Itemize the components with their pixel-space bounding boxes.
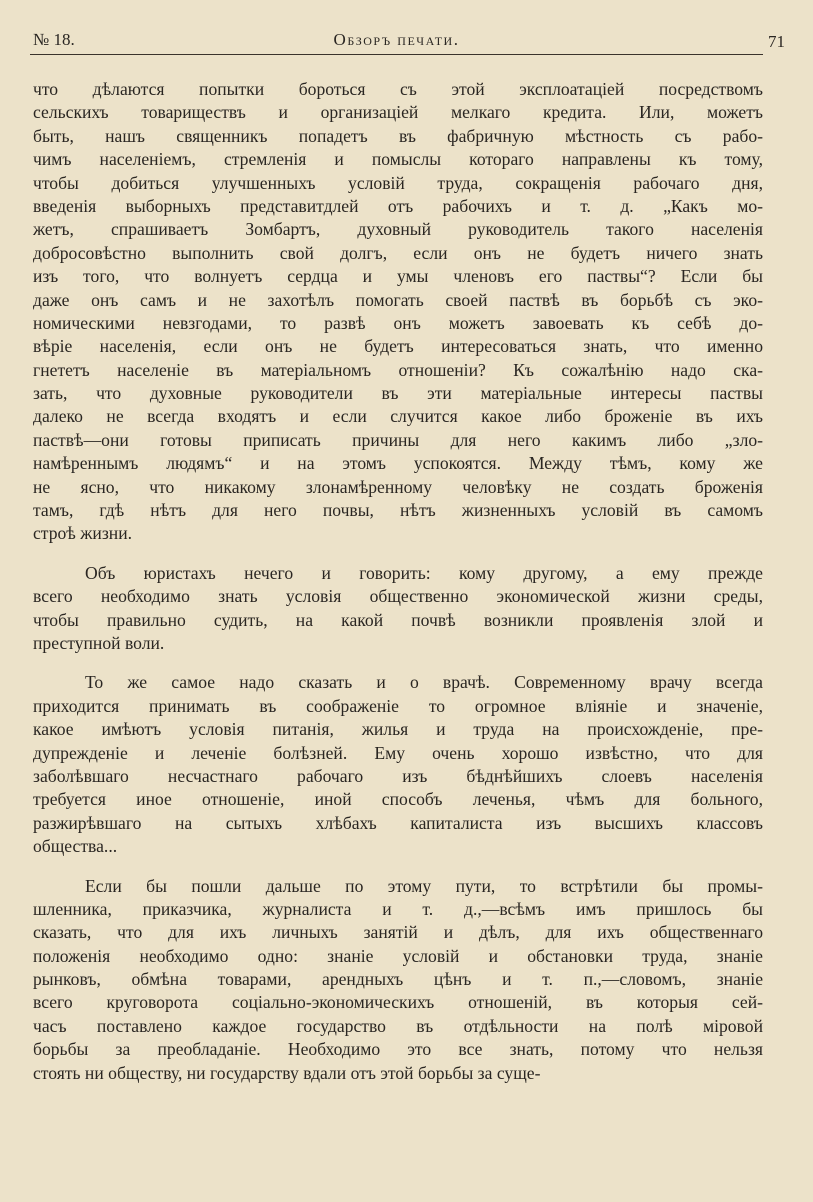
text-line: введенія выборныхъ представитдлей отъ рабочихъ и т. д. „Какъ мо- (33, 195, 763, 216)
text-line: преступной воли. (33, 632, 165, 653)
text-line: добросовѣстно выполнить свой долгъ, если онъ не будетъ ничего знать (33, 242, 763, 263)
text-line: Если бы пошли дальше по этому пути, то встрѣтили бы промы- (85, 875, 763, 896)
text-line: общества... (33, 836, 118, 857)
text-line: чтобы добиться улучшенныхъ условій труда, сокращенія рабочаго дня, (33, 172, 763, 193)
text-line: тамъ, гдѣ нѣтъ для него почвы, нѣтъ жизненныхъ условій въ самомъ (33, 500, 763, 521)
text-line: не ясно, что никакому злонамѣренному человѣку не создать броженія (33, 476, 763, 497)
text-line: рынковъ, обмѣна товарами, арендныхъ цѣнъ и т. п.,—словомъ, знаніе (33, 969, 763, 990)
body-text (33, 78, 763, 1101)
text-line: Объ юристахъ нечего и говорить: кому другому, а ему прежде (85, 562, 763, 583)
text-line: строѣ жизни. (33, 523, 133, 544)
text-line: стоять ни обществу, ни государству вдали отъ этой борьбы за суще- (33, 1062, 541, 1083)
text-line: борьбы за преобладаніе. Необходимо это все знать, потому что нельзя (33, 1039, 763, 1060)
text-line: даже онъ самъ и не захотѣлъ помогать своей паствѣ въ борьбѣ съ эко- (33, 289, 763, 310)
text-line: всего необходимо знать условія общественно экономической жизни среды, (33, 586, 763, 607)
paragraph (33, 875, 763, 1086)
paragraph (33, 78, 763, 546)
text-line: заболѣвшаго несчастнаго рабочаго изъ бѣднѣйшихъ слоевъ населенія (33, 765, 763, 786)
text-line: приходится принимать въ соображеніе то огромное вліяніе и значеніе, (33, 695, 763, 716)
running-header (30, 30, 785, 55)
paragraph (33, 562, 763, 656)
text-line: дупрежденіе и леченіе болѣзней. Ему очень хорошо извѣстно, что для (33, 742, 763, 763)
text-line: далеко не всегда входятъ и если случится какое либо броженіе въ ихъ (33, 406, 763, 427)
paragraph (33, 671, 763, 858)
text-line: чимъ населеніемъ, стремленія и помыслы котораго направлены къ тому, (33, 149, 763, 170)
text-line: часъ поставлено каждое государство въ отдѣльности на полѣ міровой (33, 1015, 763, 1036)
text-line: шленника, приказчика, журналиста и т. д.,—всѣмъ имъ пришлось бы (33, 898, 763, 919)
page-number: 71 (768, 32, 785, 51)
text-line: паствѣ—они готовы приписать причины для него какимъ либо „зло- (33, 429, 763, 450)
issue-number: № 18. (33, 30, 75, 49)
text-line: что дѣлаются попытки бороться съ этой эксплоатаціей посредствомъ (33, 79, 763, 99)
text-line: сказать, что для ихъ личныхъ занятій и дѣлъ, для ихъ общественнаго (33, 922, 763, 943)
text-line: всего круговорота соціально-экономическихъ отношеній, въ которыя сей- (33, 992, 763, 1013)
text-line: положенія необходимо одно: знаніе условій и обстановки труда, знаніе (33, 945, 763, 966)
text-line: быть, нашъ священникъ попадетъ въ фабричную мѣстность съ рабо- (33, 125, 763, 146)
running-title: Обзоръ печати. (333, 30, 460, 49)
text-line: вѣріе населенія, если онъ не будетъ интересоваться знать, что именно (33, 336, 763, 357)
text-line: зать, что духовные руководители въ эти матеріальные интересы паствы (33, 383, 763, 404)
text-line: намѣреннымъ людямъ“ и на этомъ успокоятся. Между тѣмъ, кому же (33, 453, 763, 474)
text-line: сельскихъ товариществъ и организаціей мелкаго кредита. Или, можетъ (33, 102, 763, 123)
text-line: номическими невзгодами, то развѣ онъ можетъ завоевать къ себѣ до- (33, 312, 763, 333)
text-line: гнететъ населеніе въ матеріальномъ отношеніи? Къ сожалѣнію надо ска- (33, 359, 763, 380)
text-line: чтобы правильно судить, на какой почвѣ возникли проявленія злой и (33, 609, 763, 630)
text-line: изъ того, что волнуетъ сердца и умы членовъ его паствы“? Если бы (33, 266, 763, 287)
text-line: То же самое надо сказать и о врачѣ. Современному врачу всегда (85, 672, 763, 693)
text-line: какое имѣютъ условія питанія, жилья и труда на происхожденіе, пре- (33, 719, 763, 740)
text-line: разжирѣвшаго на сытыхъ хлѣбахъ капиталиста изъ высшихъ классовъ (33, 812, 763, 833)
text-line: требуется иное отношеніе, иной способъ леченья, чѣмъ для больного, (33, 789, 763, 810)
text-line: жетъ, спрашиваетъ Зомбартъ, духовный руководитель такого населенія (33, 219, 763, 240)
